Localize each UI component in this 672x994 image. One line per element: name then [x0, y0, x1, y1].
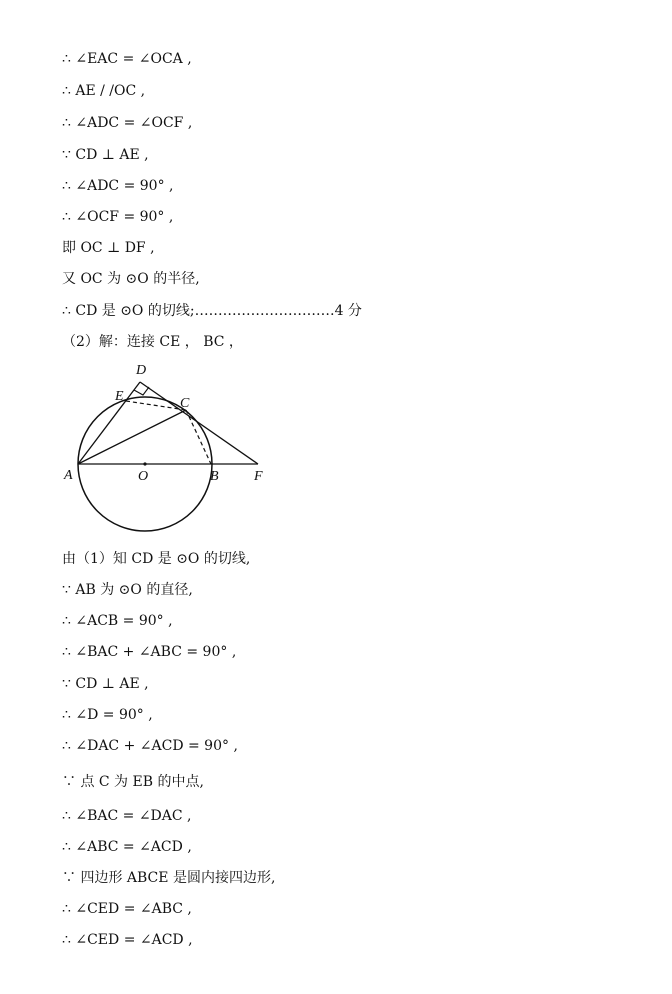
proof-line: ∴ ∠ACB = 90° ,: [62, 613, 173, 629]
proof-line-score: ∴ CD 是 ⊙O 的切线;…………………………4 分: [62, 303, 362, 319]
proof-line: ∴ ∠CED = ∠ACD ,: [62, 932, 193, 948]
proof-line: ∴ ∠OCF = 90° ,: [62, 209, 174, 225]
proof-line: ∵ CD ⊥ AE ,: [62, 676, 149, 692]
label-b: B: [210, 469, 219, 484]
proof-line-arc: ∵ 点 C 为 EB 的中点,: [62, 774, 204, 790]
label-o: O: [138, 469, 149, 484]
proof-line: ∴ ∠ADC = 90° ,: [62, 178, 174, 194]
proof-line: ∴ ∠DAC + ∠ACD = 90° ,: [62, 738, 238, 754]
proof-line: ∴ ∠BAC + ∠ABC = 90° ,: [62, 644, 237, 660]
line-ac: [78, 410, 186, 464]
proof-line: ∴ AE / /OC ,: [62, 83, 146, 99]
label-c: C: [180, 396, 190, 411]
right-angle-mark: [134, 387, 149, 395]
label-a: A: [64, 468, 73, 483]
part2-heading: （2）解：连接 CE ， BC ，: [62, 334, 243, 350]
proof-line: ∵ CD ⊥ AE ,: [62, 147, 149, 163]
proof-line: ∴ ∠D = 90° ,: [62, 707, 153, 723]
label-e: E: [115, 389, 124, 404]
proof-line: ∵ AB 为 ⊙O 的直径,: [62, 582, 193, 598]
geometry-figure: [60, 358, 290, 538]
label-d: D: [136, 363, 147, 378]
proof-line: ∴ ∠BAC = ∠DAC ,: [62, 808, 192, 824]
label-f: F: [254, 469, 263, 484]
proof-line: 由（1）知 CD 是 ⊙O 的切线,: [62, 551, 251, 567]
line-ad: [78, 382, 140, 464]
proof-line: ∴ ∠ABC = ∠ACD ,: [62, 839, 192, 855]
line-bc-dashed: [186, 410, 211, 464]
proof-line: ∴ ∠ADC = ∠OCF ,: [62, 115, 193, 131]
proof-line: 又 OC 为 ⊙O 的半径,: [62, 271, 200, 287]
proof-line: ∴ ∠EAC = ∠OCA ,: [62, 51, 192, 67]
proof-line: 即 OC ⊥ DF ,: [62, 240, 155, 256]
center-point: [143, 462, 146, 465]
proof-line: ∴ ∠CED = ∠ABC ,: [62, 901, 192, 917]
proof-line: ∵ 四边形 ABCE 是圆内接四边形,: [62, 870, 276, 886]
line-df: [140, 382, 258, 464]
